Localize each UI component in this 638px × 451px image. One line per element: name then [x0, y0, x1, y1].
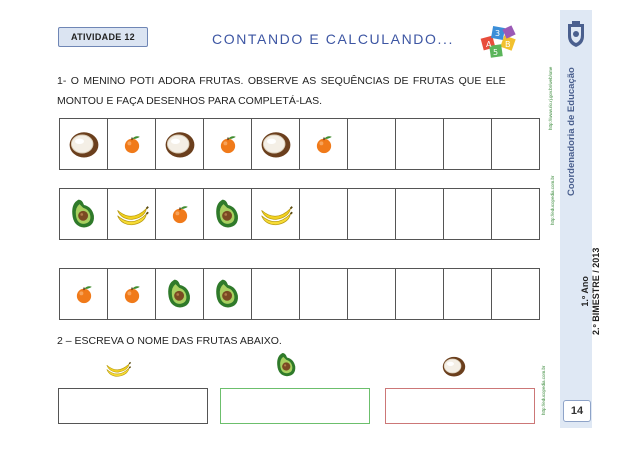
sequence-cell-empty[interactable]	[444, 269, 492, 319]
question1-line2: MONTOU E FAÇA DESENHOS PARA COMPLETÁ-LAS.	[57, 95, 323, 107]
city-crest-icon	[566, 20, 586, 48]
sequence-cell-avocado	[156, 269, 204, 319]
grade-term-label	[580, 248, 602, 335]
activity-badge: ATIVIDADE 12	[58, 27, 148, 47]
sequence-cell-empty[interactable]	[348, 189, 396, 239]
sequence-cell-banana	[108, 189, 156, 239]
sequence-cell-empty[interactable]	[492, 269, 539, 319]
sequence-cell-orange	[60, 269, 108, 319]
avocado-icon	[210, 196, 246, 232]
sequence-cell-empty[interactable]	[252, 269, 300, 319]
svg-text:A: A	[486, 40, 492, 49]
coconut-icon	[66, 126, 102, 162]
banana-icon	[114, 196, 150, 232]
avocado-icon	[66, 196, 102, 232]
department-label: Coordenadoria de Educação	[566, 67, 577, 196]
sequence-cell-empty[interactable]	[396, 189, 444, 239]
avocado-icon	[162, 276, 198, 312]
sequence-row-3	[59, 268, 540, 320]
avocado-icon	[272, 350, 302, 385]
sequence-row-1	[59, 118, 540, 170]
sequence-cell-empty[interactable]	[300, 189, 348, 239]
sequence-cell-coconut	[156, 119, 204, 169]
orange-icon	[167, 201, 193, 227]
url-middle[interactable]: http://educopedia.com.br	[550, 175, 555, 225]
sequence-cell-empty[interactable]	[396, 269, 444, 319]
url-bottom[interactable]: http://educopedia.com.br	[541, 365, 546, 415]
sequence-cell-banana	[252, 189, 300, 239]
coconut-icon	[162, 126, 198, 162]
sequence-cell-orange	[204, 119, 252, 169]
sequence-cell-empty[interactable]	[300, 269, 348, 319]
sequence-cell-orange	[108, 119, 156, 169]
sequence-row-2	[59, 188, 540, 240]
svg-text:B: B	[505, 40, 511, 49]
sequence-cell-avocado	[204, 189, 252, 239]
orange-icon	[215, 131, 241, 157]
banana-icon	[258, 196, 294, 232]
sequence-cell-avocado	[60, 189, 108, 239]
sequence-cell-orange	[300, 119, 348, 169]
svg-text:5: 5	[493, 48, 499, 57]
sequence-cell-empty[interactable]	[444, 189, 492, 239]
grade-label: 1.º Ano	[580, 276, 590, 307]
question1-line1: 1- O MENINO POTI ADORA FRUTAS. OBSERVE AS SEQUÊNCIAS DE FRUTAS QUE ELE	[57, 75, 506, 87]
orange-icon	[119, 281, 145, 307]
avocado-icon	[210, 276, 246, 312]
url-top[interactable]: http://www.rio.rj.gov.br/web/sme	[548, 66, 553, 130]
coconut-icon	[440, 352, 468, 385]
banana-icon	[104, 354, 132, 387]
orange-icon	[311, 131, 337, 157]
sequence-cell-orange	[156, 189, 204, 239]
sequence-cell-empty[interactable]	[492, 189, 539, 239]
sequence-cell-empty[interactable]	[348, 119, 396, 169]
sequence-cell-empty[interactable]	[492, 119, 539, 169]
sequence-cell-orange	[108, 269, 156, 319]
orange-icon	[119, 131, 145, 157]
answer-box-2[interactable]	[220, 388, 370, 424]
term-label: 2.º BIMESTRE / 2013	[591, 247, 601, 335]
sequence-cell-avocado	[204, 269, 252, 319]
sequence-cell-coconut	[60, 119, 108, 169]
answer-box-1[interactable]	[58, 388, 208, 424]
orange-icon	[71, 281, 97, 307]
svg-text:3: 3	[495, 29, 501, 38]
sequence-cell-empty[interactable]	[444, 119, 492, 169]
answer-box-3[interactable]	[385, 388, 535, 424]
coconut-icon	[258, 126, 294, 162]
page-number: 14	[563, 400, 591, 422]
question2-text: 2 – ESCREVA O NOME DAS FRUTAS ABAIXO.	[57, 335, 282, 347]
sequence-cell-coconut	[252, 119, 300, 169]
page-title: CONTANDO E CALCULANDO...	[212, 31, 454, 47]
sequence-cell-empty[interactable]	[348, 269, 396, 319]
letters-numbers-logo-icon	[478, 23, 522, 63]
sequence-cell-empty[interactable]	[396, 119, 444, 169]
